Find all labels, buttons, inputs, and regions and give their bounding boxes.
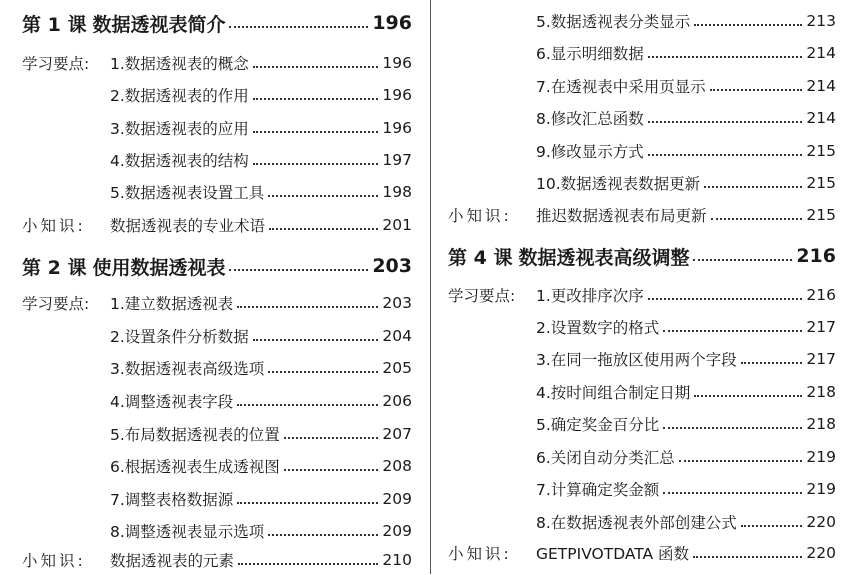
- points-label: 学习要点:: [22, 55, 90, 73]
- toc-entry: [448, 312, 836, 342]
- toc-entry: [448, 6, 836, 36]
- dot-leader: [253, 339, 379, 341]
- lesson-title: 数据透视表简介: [92, 13, 226, 36]
- page-number: 204: [382, 327, 412, 345]
- points-label: 学习要点:: [448, 287, 516, 305]
- page-number: 196: [382, 119, 412, 137]
- toc-entry: [448, 377, 836, 407]
- toc-entry: [22, 321, 412, 351]
- tip-entry: [448, 538, 836, 568]
- toc-entry: [448, 38, 836, 68]
- entry-text: 6.关闭自动分类汇总: [536, 449, 675, 467]
- dot-leader: [237, 404, 378, 406]
- dot-leader: [284, 469, 379, 471]
- entry-text: 4.按时间组合制定日期: [536, 384, 691, 402]
- page-number: 214: [806, 44, 836, 62]
- dot-leader: [693, 259, 792, 261]
- dot-leader: [237, 502, 378, 504]
- entry-text: 3.数据透视表高级选项: [110, 360, 265, 378]
- toc-entry: [448, 136, 836, 166]
- dot-leader: [229, 26, 368, 28]
- lesson-heading: [22, 251, 412, 281]
- column-divider: [430, 0, 431, 574]
- dot-leader: [284, 437, 379, 439]
- page-number: 203: [372, 255, 412, 277]
- toc-entry: [22, 386, 412, 416]
- toc-entry: [448, 103, 836, 133]
- page-number: 209: [382, 490, 412, 508]
- toc-entry: [448, 474, 836, 504]
- page-number: 203: [382, 294, 412, 312]
- toc-entry: [448, 507, 836, 537]
- dot-leader: [710, 89, 803, 91]
- page-number: 219: [806, 480, 836, 498]
- page-number: 217: [806, 318, 836, 336]
- lesson-number: 第 4 课: [448, 246, 513, 269]
- entry-text: 2.设置条件分析数据: [110, 328, 249, 346]
- page-number: 205: [382, 359, 412, 377]
- page-number: 215: [806, 142, 836, 160]
- page-number: 207: [382, 425, 412, 443]
- entry-text: 8.调整透视表显示选项: [110, 523, 265, 541]
- dot-leader: [253, 98, 379, 100]
- entry-text: 数据透视表的专业术语: [110, 217, 266, 235]
- dot-leader: [663, 427, 802, 429]
- dot-leader: [679, 460, 803, 462]
- entry-text: 5.数据透视表设置工具: [110, 184, 265, 202]
- tip-label: 小知识:: [22, 217, 86, 235]
- dot-leader: [648, 56, 803, 58]
- entry-text: 推迟数据透视表布局更新: [536, 207, 707, 225]
- entry-text: 2.数据透视表的作用: [110, 87, 249, 105]
- entry-text: 7.在透视表中采用页显示: [536, 78, 706, 96]
- page-number: 220: [806, 513, 836, 531]
- page-number: 215: [806, 174, 836, 192]
- lesson-number: 第 1 课: [22, 13, 87, 36]
- toc-entry: [448, 442, 836, 472]
- entry-text: 5.数据透视表分类显示: [536, 13, 691, 31]
- dot-leader: [663, 330, 802, 332]
- entry-text: 4.数据透视表的结构: [110, 152, 249, 170]
- toc-entry: [22, 145, 412, 175]
- toc-entry: [22, 113, 412, 143]
- entry-text: 10.数据透视表数据更新: [536, 175, 701, 193]
- toc-entry: [22, 80, 412, 110]
- page-number: 216: [796, 245, 836, 267]
- toc-entry: [448, 71, 836, 101]
- dot-leader: [693, 556, 802, 558]
- toc-entry: [448, 344, 836, 374]
- tip-entry: [448, 200, 836, 230]
- entry-text: 7.调整表格数据源: [110, 491, 234, 509]
- entry-text: 2.设置数字的格式: [536, 319, 660, 337]
- tip-entry: [22, 545, 412, 575]
- dot-leader: [648, 298, 803, 300]
- page-number: 218: [806, 383, 836, 401]
- dot-leader: [229, 269, 368, 271]
- dot-leader: [741, 525, 803, 527]
- page-number: 209: [382, 522, 412, 540]
- page-number: 215: [806, 206, 836, 224]
- dot-leader: [663, 492, 802, 494]
- dot-leader: [704, 186, 802, 188]
- lesson-heading: [448, 241, 836, 271]
- toc-entry: [448, 280, 836, 310]
- lesson-title: 使用数据透视表: [92, 256, 226, 279]
- entry-text: 5.确定奖金百分比: [536, 416, 660, 434]
- entry-text: 6.根据透视表生成透视图: [110, 458, 280, 476]
- entry-text: 6.显示明细数据: [536, 45, 644, 63]
- page-number: 217: [806, 350, 836, 368]
- toc-entry: [22, 516, 412, 546]
- dot-leader: [694, 24, 802, 26]
- toc-entry: [22, 451, 412, 481]
- lesson-title: 数据透视表高级调整: [518, 246, 690, 269]
- entry-text: 9.修改显示方式: [536, 143, 644, 161]
- points-label: 学习要点:: [22, 295, 90, 313]
- dot-leader: [268, 195, 378, 197]
- dot-leader: [268, 371, 378, 373]
- entry-text: 7.计算确定奖金额: [536, 481, 660, 499]
- entry-text: 数据透视表的元素: [110, 552, 235, 570]
- page-number: 216: [806, 286, 836, 304]
- entry-text: 4.调整透视表字段: [110, 393, 234, 411]
- page-number: 206: [382, 392, 412, 410]
- page-number: 219: [806, 448, 836, 466]
- lesson-heading: [22, 8, 412, 38]
- entry-text: 1.更改排序次序: [536, 287, 644, 305]
- dot-leader: [711, 218, 803, 220]
- page-number: 220: [806, 544, 836, 562]
- tip-label: 小知识:: [448, 207, 512, 225]
- dot-leader: [741, 362, 803, 364]
- dot-leader: [238, 563, 378, 565]
- dot-leader: [648, 154, 803, 156]
- toc-entry: [22, 484, 412, 514]
- page-number: 201: [382, 216, 412, 234]
- dot-leader: [694, 395, 802, 397]
- entry-text: 8.在数据透视表外部创建公式: [536, 514, 737, 532]
- dot-leader: [237, 306, 378, 308]
- page-number: 210: [382, 551, 412, 569]
- entry-text: 3.数据透视表的应用: [110, 120, 249, 138]
- tip-label: 小知识:: [22, 552, 86, 570]
- dot-leader: [648, 121, 803, 123]
- page-number: 196: [382, 86, 412, 104]
- toc-entry: [22, 288, 412, 318]
- page-number: 214: [806, 77, 836, 95]
- entry-text: 1.建立数据透视表: [110, 295, 234, 313]
- dot-leader: [269, 228, 378, 230]
- page-number: 208: [382, 457, 412, 475]
- dot-leader: [253, 163, 379, 165]
- dot-leader: [253, 66, 379, 68]
- entry-text: 8.修改汇总函数: [536, 110, 644, 128]
- page-number: 214: [806, 109, 836, 127]
- page-number: 213: [806, 12, 836, 30]
- dot-leader: [253, 131, 379, 133]
- page-number: 196: [372, 12, 412, 34]
- page-number: 198: [382, 183, 412, 201]
- page-number: 196: [382, 54, 412, 72]
- toc-entry: [22, 177, 412, 207]
- dot-leader: [268, 534, 378, 536]
- lesson-number: 第 2 课: [22, 256, 87, 279]
- toc-entry: [22, 48, 412, 78]
- entry-text: 1.数据透视表的概念: [110, 55, 249, 73]
- toc-entry: [22, 353, 412, 383]
- toc-entry: [448, 168, 836, 198]
- toc-entry: [22, 419, 412, 449]
- entry-text: 5.布局数据透视表的位置: [110, 426, 280, 444]
- tip-label: 小知识:: [448, 545, 512, 563]
- entry-text: 3.在同一拖放区使用两个字段: [536, 351, 737, 369]
- tip-entry: [22, 210, 412, 240]
- entry-text: GETPIVOTDATA 函数: [536, 545, 690, 563]
- page-number: 218: [806, 415, 836, 433]
- page-number: 197: [382, 151, 412, 169]
- toc-entry: [448, 409, 836, 439]
